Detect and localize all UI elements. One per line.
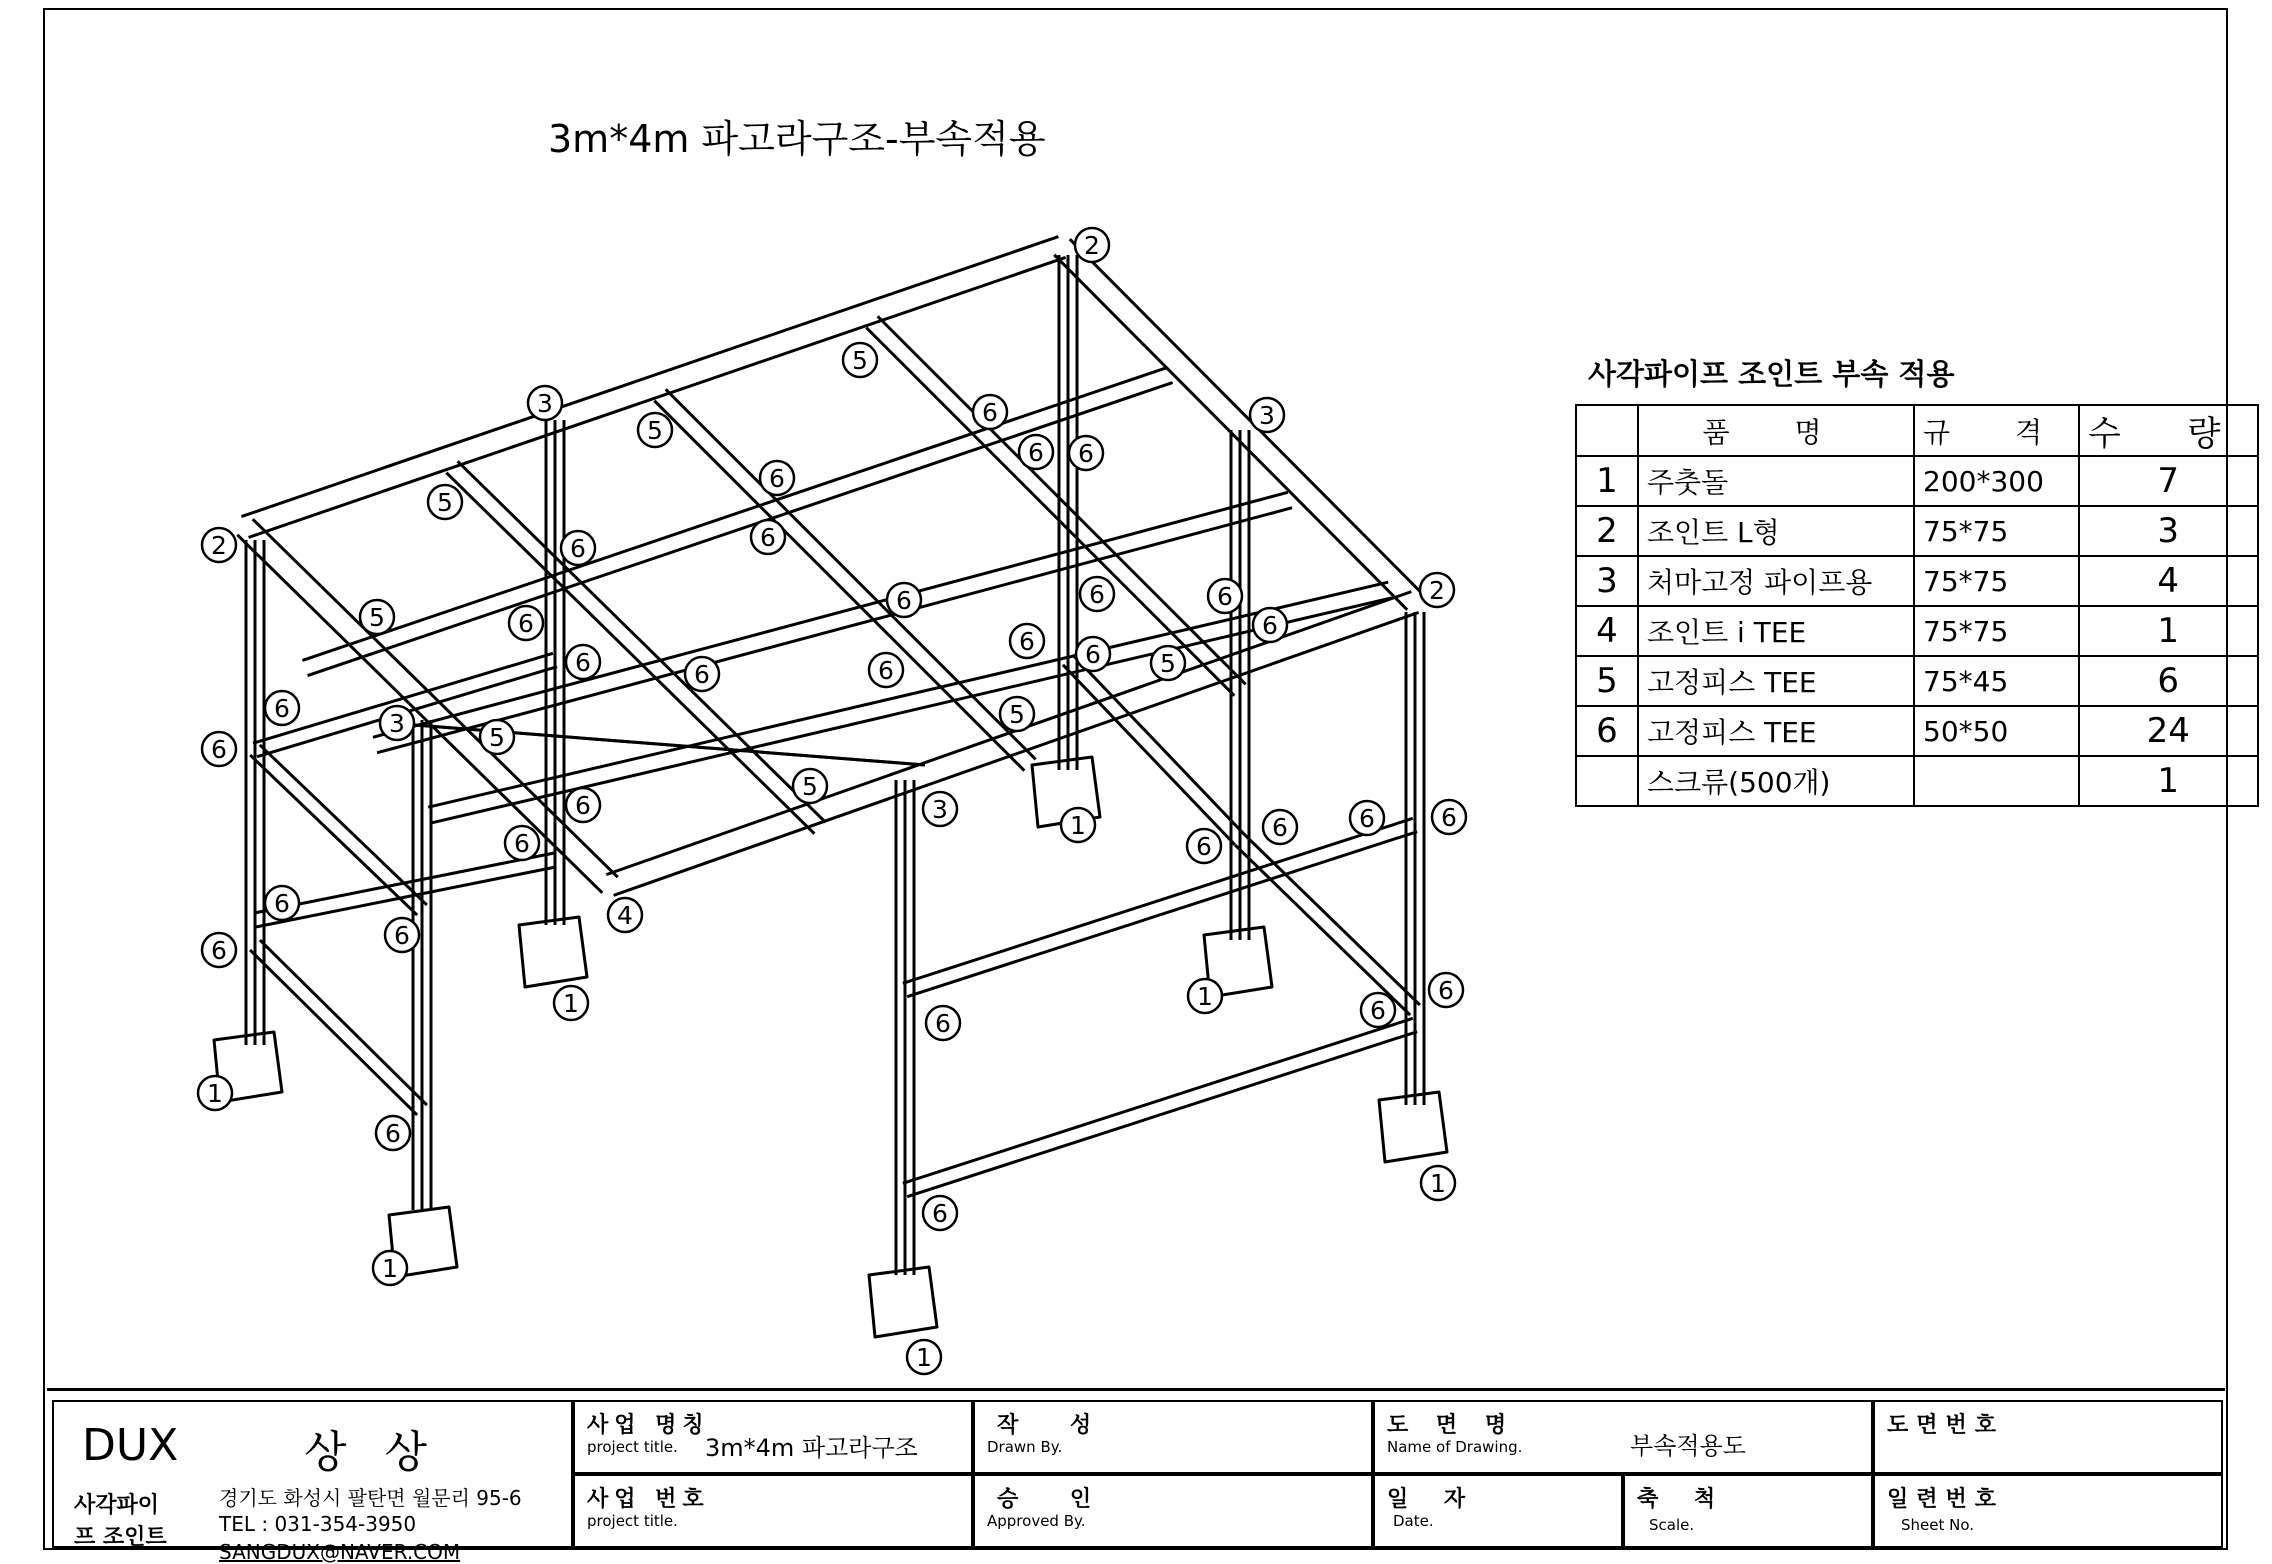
callout-balloon xyxy=(1061,808,1095,842)
callout-number: 5 xyxy=(802,772,818,801)
callout-balloon xyxy=(923,792,957,826)
callout-balloon xyxy=(528,386,562,420)
project-no-box xyxy=(573,1474,973,1548)
parts-cell-spec: 200*300 xyxy=(1914,456,2079,506)
company-email: SANGDUX@NAVER.COM xyxy=(219,1540,461,1564)
callout-number: 3 xyxy=(389,709,405,738)
callout-balloon xyxy=(887,583,921,617)
callout-number: 6 xyxy=(760,523,776,552)
callout-balloon xyxy=(1208,579,1242,613)
callout-balloon xyxy=(793,769,827,803)
callout-number: 5 xyxy=(1009,700,1025,729)
callout-balloon xyxy=(1250,398,1284,432)
callout-balloon xyxy=(265,886,299,920)
callout-number: 2 xyxy=(211,531,227,560)
callout-balloon xyxy=(566,645,600,679)
drawn-by-sub: Drawn By. xyxy=(987,1438,1063,1456)
callout-number: 5 xyxy=(852,346,868,375)
callout-number: 5 xyxy=(647,416,663,445)
callout-balloon xyxy=(480,720,514,754)
parts-cell-name: 조인트 L형 xyxy=(1638,506,1914,556)
parts-cell-spec: 75*75 xyxy=(1914,556,2079,606)
callout-number: 3 xyxy=(1259,401,1275,430)
side-rail xyxy=(260,745,427,905)
parts-cell-name: 고정피스 TEE xyxy=(1638,656,1914,706)
sheet-no-label: 일련번호 xyxy=(1887,1487,2005,1512)
callout-balloon xyxy=(923,1196,957,1230)
callout-balloon xyxy=(1263,810,1297,844)
callout-number: 6 xyxy=(1085,640,1101,669)
callout-balloon xyxy=(1187,829,1221,863)
drawn-by-label: 작 성 xyxy=(997,1413,1114,1438)
callout-balloon xyxy=(1429,973,1463,1007)
parts-row xyxy=(1576,756,2258,806)
parts-cell-name: 처마고정 파이프용 xyxy=(1638,556,1914,606)
callout-number: 6 xyxy=(1019,627,1035,656)
callout-number: 6 xyxy=(1089,580,1105,609)
footing-block xyxy=(869,1267,937,1337)
front-rail xyxy=(907,832,1417,997)
callout-number: 6 xyxy=(274,889,290,918)
callout-number: 6 xyxy=(932,1199,948,1228)
brand-logo-text: DUX xyxy=(82,1420,179,1471)
drawing-no-label: 도면번호 xyxy=(1887,1413,2005,1438)
callout-balloon xyxy=(1076,637,1110,671)
company-box xyxy=(52,1400,573,1564)
callout-balloon xyxy=(973,395,1007,429)
callout-number: 1 xyxy=(563,989,579,1018)
drawing-name-label: 도 면 명 xyxy=(1387,1413,1517,1438)
scale-label: 축 척 xyxy=(1637,1487,1730,1512)
parts-cell-no: 5 xyxy=(1576,656,1638,706)
drawing-no-box xyxy=(1873,1400,2223,1474)
company-address: 경기도 화성시 팔탄면 월문리 95-6 xyxy=(219,1486,522,1510)
side-rail xyxy=(260,940,427,1105)
parts-cell-qty: 1 xyxy=(2079,606,2258,656)
callout-number: 3 xyxy=(537,389,553,418)
parts-row xyxy=(1576,556,2258,606)
parts-row xyxy=(1576,456,2258,506)
project-name-box xyxy=(573,1400,973,1474)
callout-number: 6 xyxy=(769,464,785,493)
callout-balloon xyxy=(869,653,903,687)
callout-number: 6 xyxy=(694,660,710,689)
company-tel: TEL : 031-354-3950 xyxy=(219,1512,417,1536)
scale-sub: Scale. xyxy=(1649,1516,1695,1534)
drawing-name-box xyxy=(1373,1400,1873,1474)
callout-balloon xyxy=(373,1251,407,1285)
callout-balloon xyxy=(1075,228,1109,262)
callout-balloon xyxy=(1188,979,1222,1013)
scale-box xyxy=(1623,1474,1873,1548)
callout-balloon xyxy=(561,531,595,565)
parts-table-header-row xyxy=(1576,405,2258,456)
front-rail xyxy=(907,1032,1417,1197)
callout-balloon xyxy=(360,600,394,634)
callout-number: 6 xyxy=(1028,438,1044,467)
callout-number: 5 xyxy=(489,723,505,752)
drawn-by-box xyxy=(973,1400,1373,1474)
callout-balloon xyxy=(505,826,539,860)
callout-balloon xyxy=(202,732,236,766)
parts-cell-name: 조인트 i TEE xyxy=(1638,606,1914,656)
callout-number: 6 xyxy=(211,936,227,965)
callout-number: 6 xyxy=(1217,582,1233,611)
parts-cell-spec: 75*75 xyxy=(1914,606,2079,656)
callout-number: 6 xyxy=(1438,976,1454,1005)
date-sub: Date. xyxy=(1393,1512,1434,1530)
callout-balloon xyxy=(638,413,672,447)
callout-number: 3 xyxy=(932,795,948,824)
callout-number: 1 xyxy=(382,1254,398,1283)
callout-balloon xyxy=(926,1006,960,1040)
callout-balloon xyxy=(907,1340,941,1374)
callout-number: 5 xyxy=(369,603,385,632)
callout-number: 6 xyxy=(575,648,591,677)
callout-number: 6 xyxy=(878,656,894,685)
callout-balloon xyxy=(843,343,877,377)
callout-number: 6 xyxy=(935,1009,951,1038)
project-no-sub: project title. xyxy=(587,1512,678,1530)
parts-cell-qty: 3 xyxy=(2079,506,2258,556)
callout-number: 6 xyxy=(1262,611,1278,640)
callout-number: 2 xyxy=(1084,231,1100,260)
parts-cell-spec: 75*45 xyxy=(1914,656,2079,706)
parts-cell-no: 6 xyxy=(1576,706,1638,756)
callout-balloon xyxy=(1420,573,1454,607)
header-qty: 수 량 xyxy=(2079,405,2258,456)
callout-balloon xyxy=(428,485,462,519)
callout-number: 5 xyxy=(1160,649,1176,678)
callout-balloon xyxy=(760,461,794,495)
parts-row xyxy=(1576,706,2258,756)
callout-balloon xyxy=(198,1076,232,1110)
drawing-name-sub: Name of Drawing. xyxy=(1387,1438,1523,1456)
callout-number: 1 xyxy=(1197,982,1213,1011)
parts-cell-spec: 75*75 xyxy=(1914,506,2079,556)
callout-number: 6 xyxy=(274,694,290,723)
callout-number: 6 xyxy=(211,735,227,764)
callout-balloon xyxy=(608,898,642,932)
callout-number: 4 xyxy=(617,901,633,930)
callout-number: 1 xyxy=(916,1343,932,1372)
brand-subtitle: 사각파이프 조인트 xyxy=(74,1493,167,1550)
approved-by-box xyxy=(973,1474,1373,1548)
parts-table-heading: 사각파이프 조인트 부속 적용 xyxy=(1588,357,1955,391)
callout-balloon xyxy=(385,918,419,952)
callout-balloon xyxy=(202,933,236,967)
header-spec: 규 격 xyxy=(1914,405,2079,456)
parts-cell-no: 2 xyxy=(1576,506,1638,556)
callout-number: 6 xyxy=(896,586,912,615)
top-beam-back xyxy=(249,257,1066,537)
parts-cell-spec xyxy=(1914,756,2079,806)
callout-number: 6 xyxy=(1441,803,1457,832)
footing-block xyxy=(519,917,587,987)
project-name-label: 사업 명칭 xyxy=(587,1413,710,1438)
callout-balloon xyxy=(376,1116,410,1150)
front-rail xyxy=(903,818,1413,983)
parts-cell-qty: 7 xyxy=(2079,456,2258,506)
callout-balloon xyxy=(1361,993,1395,1027)
date-label: 일 자 xyxy=(1387,1487,1480,1512)
callout-balloon xyxy=(1421,1166,1455,1200)
callout-balloon xyxy=(1253,608,1287,642)
callout-balloon xyxy=(1010,624,1044,658)
callout-balloon xyxy=(380,706,414,740)
callout-number: 5 xyxy=(437,488,453,517)
header-no xyxy=(1576,405,1638,456)
title-block xyxy=(47,1388,2225,1564)
header-name: 품 명 xyxy=(1638,405,1914,456)
project-name-value: 3m*4m 파고라구조 xyxy=(705,1434,918,1462)
callout-number: 1 xyxy=(207,1079,223,1108)
callout-number: 6 xyxy=(385,1119,401,1148)
callout-number: 2 xyxy=(1429,576,1445,605)
callout-balloon xyxy=(554,986,588,1020)
parts-cell-no: 1 xyxy=(1576,456,1638,506)
date-box xyxy=(1373,1474,1623,1548)
front-rail xyxy=(903,1018,1413,1183)
company-name: 상 상 xyxy=(304,1427,439,1478)
callout-number: 6 xyxy=(1359,804,1375,833)
callout-number: 6 xyxy=(575,791,591,820)
parts-cell-name: 스크류(500개) xyxy=(1638,756,1914,806)
parts-cell-qty: 24 xyxy=(2079,706,2258,756)
callout-balloon xyxy=(1350,801,1384,835)
project-no-label: 사업 번호 xyxy=(587,1487,710,1512)
purlin xyxy=(866,328,1234,696)
callout-balloon xyxy=(566,788,600,822)
parts-cell-spec: 50*50 xyxy=(1914,706,2079,756)
footing-block xyxy=(1379,1092,1447,1162)
callout-number: 6 xyxy=(1196,832,1212,861)
drawing-name-value: 부속적용도 xyxy=(1630,1432,1746,1460)
callout-number: 6 xyxy=(982,398,998,427)
callout-balloon xyxy=(265,691,299,725)
parts-cell-no xyxy=(1576,756,1638,806)
parts-cell-qty: 6 xyxy=(2079,656,2258,706)
callout-number: 1 xyxy=(1430,1169,1446,1198)
sheet-no-box xyxy=(1873,1474,2223,1548)
parts-cell-no: 3 xyxy=(1576,556,1638,606)
callout-balloon xyxy=(685,657,719,691)
project-name-sub: project title. xyxy=(587,1438,678,1456)
parts-table xyxy=(1575,404,2259,807)
callout-balloon xyxy=(751,520,785,554)
callout-balloon xyxy=(509,606,543,640)
top-beam-right xyxy=(1070,239,1423,594)
callout-number: 6 xyxy=(1078,439,1094,468)
parts-cell-name: 고정피스 TEE xyxy=(1638,706,1914,756)
callout-balloon xyxy=(1019,435,1053,469)
parts-cell-qty: 4 xyxy=(2079,556,2258,606)
callout-number: 6 xyxy=(394,921,410,950)
callout-number: 6 xyxy=(570,534,586,563)
callout-balloon xyxy=(1000,697,1034,731)
callout-balloon xyxy=(202,528,236,562)
parts-row xyxy=(1576,606,2258,656)
sheet-no-sub: Sheet No. xyxy=(1901,1516,1975,1534)
callout-balloon xyxy=(1432,800,1466,834)
callout-number: 6 xyxy=(514,829,530,858)
callout-balloon xyxy=(1069,436,1103,470)
callout-balloon xyxy=(1151,646,1185,680)
callout-number: 6 xyxy=(1272,813,1288,842)
callout-balloon xyxy=(1080,577,1114,611)
rafter xyxy=(308,383,1173,676)
parts-cell-name: 주춧돌 xyxy=(1638,456,1914,506)
parts-row xyxy=(1576,656,2258,706)
parts-cell-qty: 1 xyxy=(2079,756,2258,806)
callout-number: 6 xyxy=(518,609,534,638)
parts-row xyxy=(1576,506,2258,556)
approved-by-sub: Approved By. xyxy=(987,1512,1086,1530)
parts-cell-no: 4 xyxy=(1576,606,1638,656)
approved-by-label: 승 인 xyxy=(997,1487,1114,1512)
callout-number: 1 xyxy=(1070,811,1086,840)
drawing-title: 3m*4m 파고라구조-부속적용 xyxy=(548,117,1046,161)
callout-number: 6 xyxy=(1370,996,1386,1025)
purlin xyxy=(654,401,1024,771)
